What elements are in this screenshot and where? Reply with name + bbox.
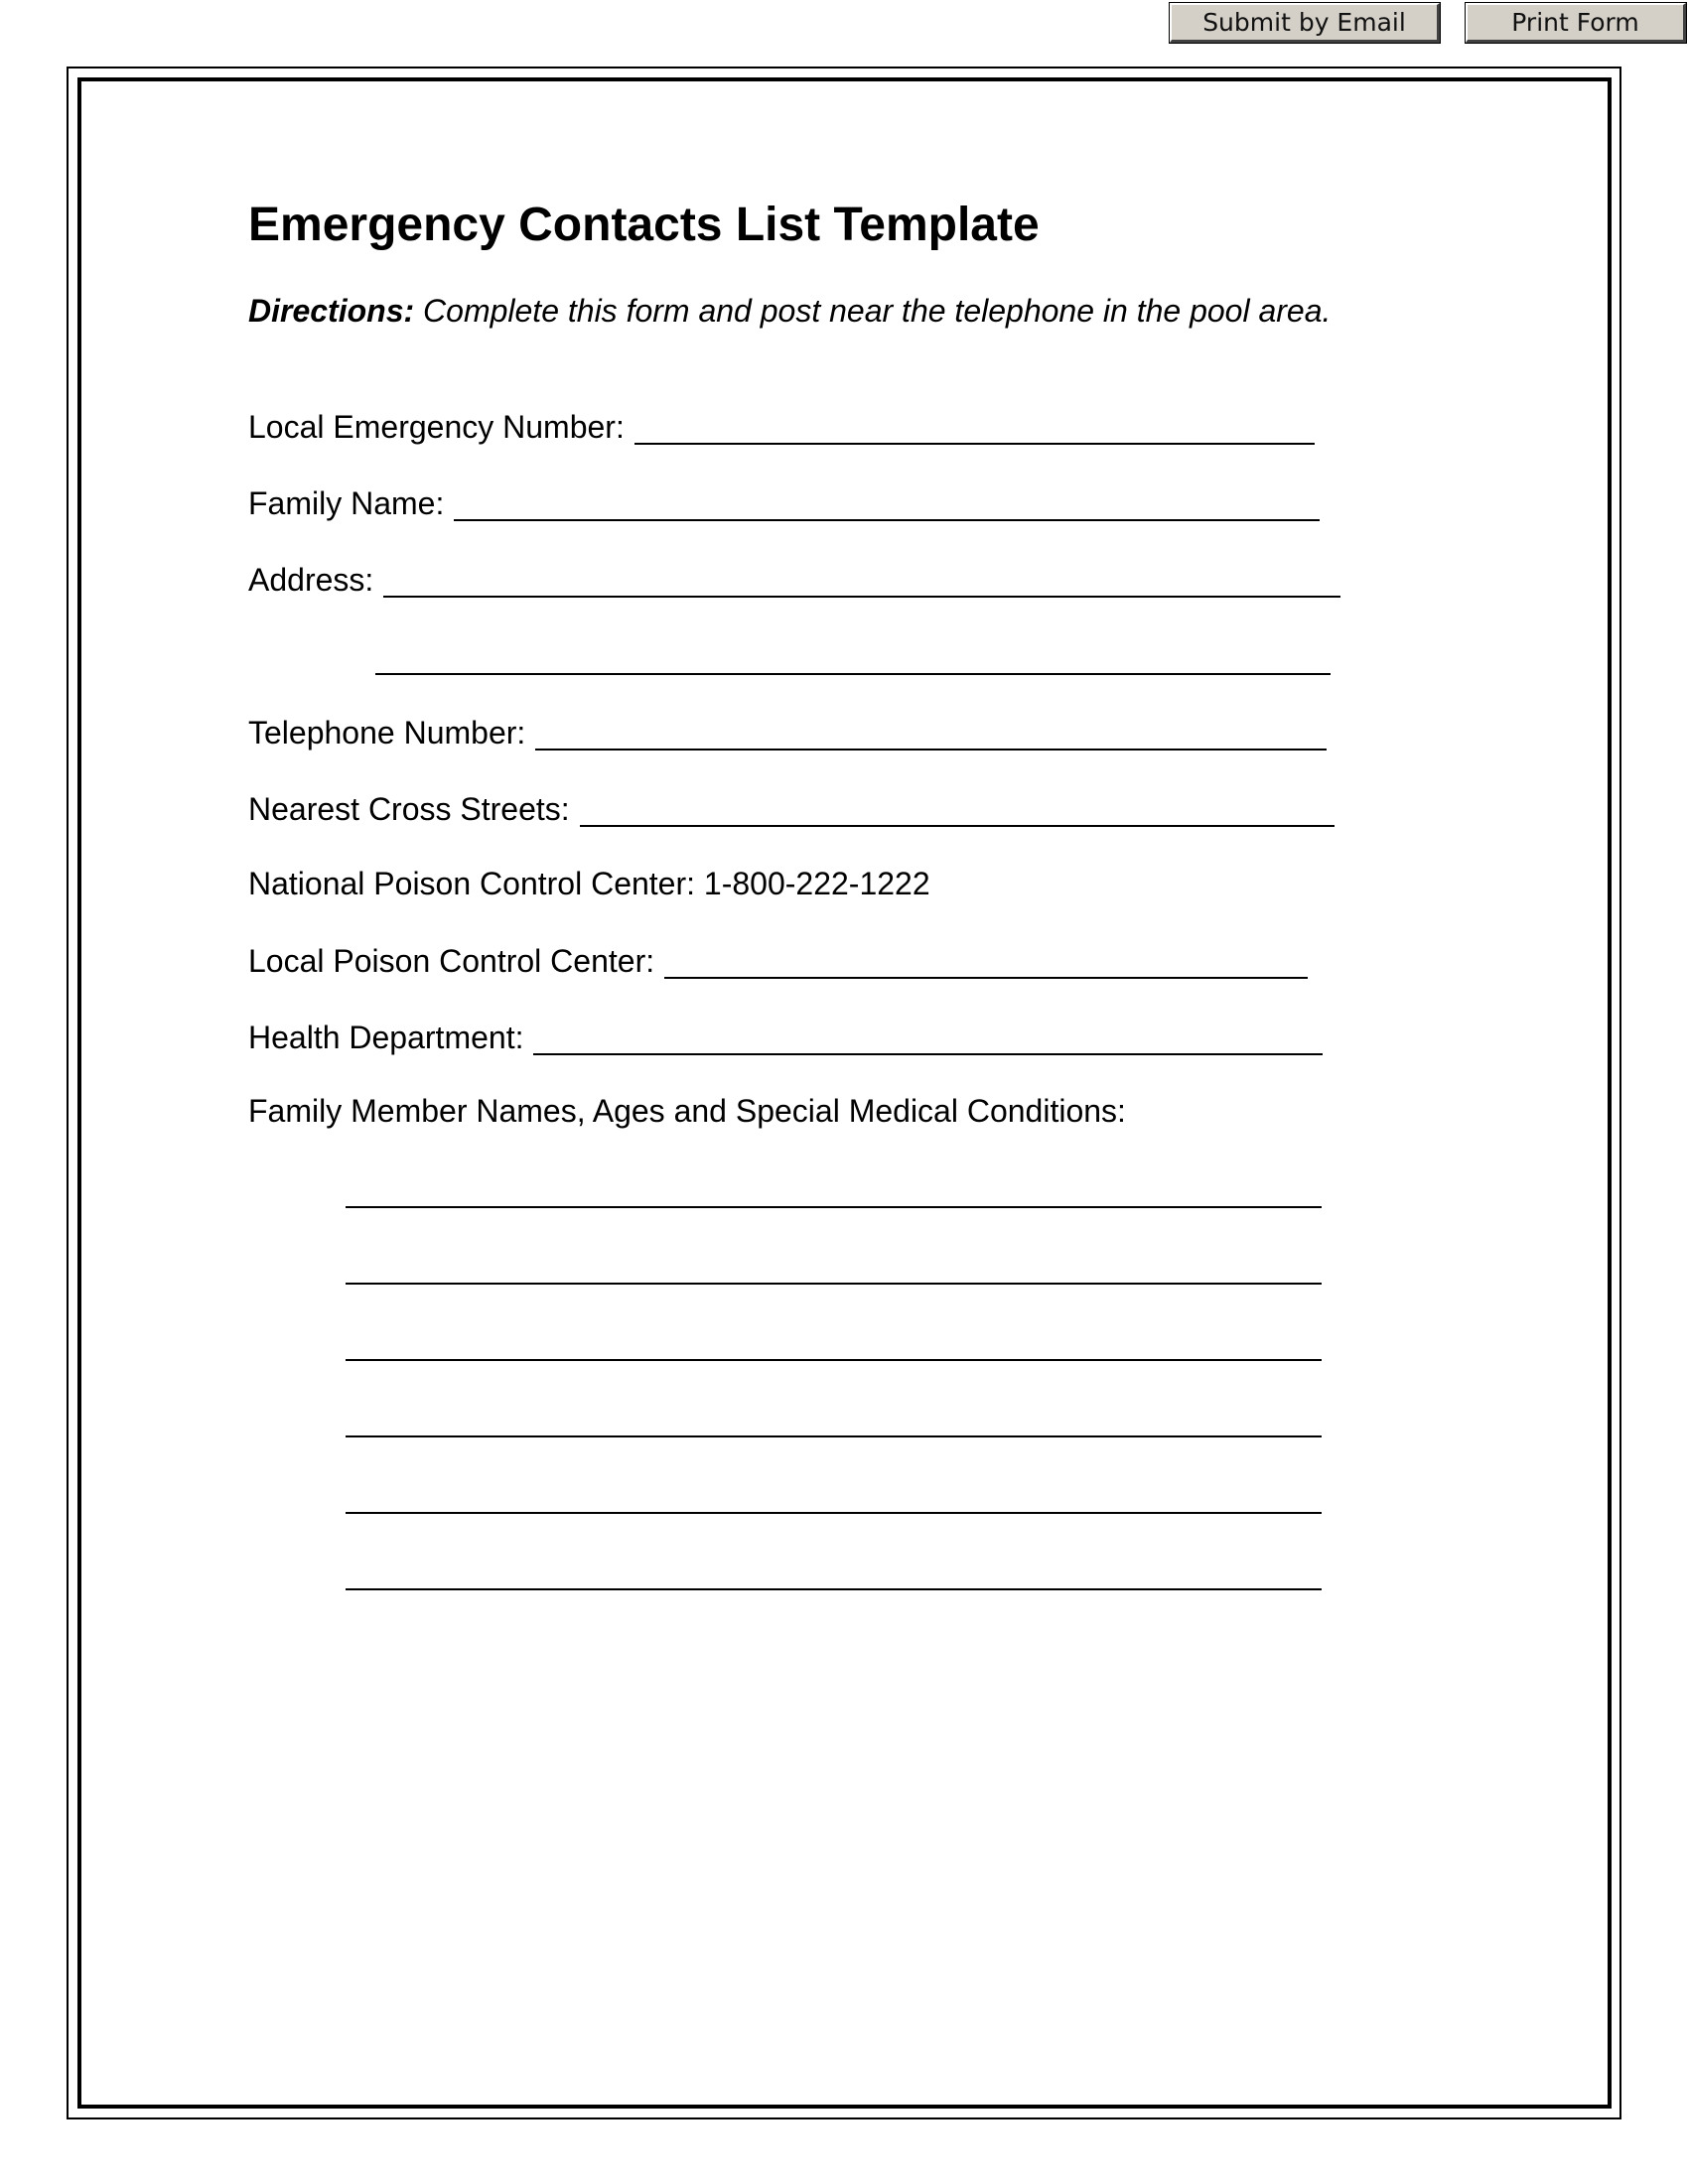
family-member-line-2[interactable] (346, 1281, 1322, 1285)
local-emergency-number-field[interactable] (634, 415, 1315, 445)
submit-by-email-button[interactable]: Submit by Email (1170, 3, 1440, 43)
local-emergency-number-label: Local Emergency Number: (248, 409, 625, 445)
local-poison-control-field[interactable] (664, 949, 1308, 979)
nearest-cross-streets-field[interactable] (580, 797, 1335, 827)
national-poison-control-text: National Poison Control Center: 1-800-222-1222 (248, 866, 930, 901)
nearest-cross-streets-row (248, 787, 1335, 827)
family-member-line-5[interactable] (346, 1510, 1322, 1514)
family-member-line-6[interactable] (346, 1586, 1322, 1590)
directions (248, 293, 1331, 330)
print-form-button[interactable]: Print Form (1466, 3, 1686, 43)
address-field-line-1[interactable] (383, 568, 1340, 598)
directions-lead: Directions: (248, 293, 415, 329)
health-department-label: Health Department: (248, 1020, 524, 1055)
form-title: Emergency Contacts List Template (248, 199, 1040, 251)
family-members-label: Family Member Names, Ages and Special Medical Conditions: (248, 1093, 1126, 1129)
telephone-number-field[interactable] (535, 721, 1327, 751)
local-emergency-number-row (248, 405, 1315, 445)
health-department-field[interactable] (533, 1025, 1323, 1055)
family-member-line-1[interactable] (346, 1204, 1322, 1208)
address-label: Address: (248, 562, 374, 598)
family-name-field[interactable] (454, 491, 1320, 521)
address-row (248, 558, 1340, 598)
family-member-line-3[interactable] (346, 1357, 1322, 1361)
telephone-number-label: Telephone Number: (248, 715, 526, 751)
family-member-line-4[interactable] (346, 1433, 1322, 1437)
family-name-label: Family Name: (248, 485, 445, 521)
address-field-line-2[interactable] (375, 671, 1331, 675)
family-name-row (248, 481, 1320, 521)
local-poison-control-row (248, 939, 1308, 979)
local-poison-control-label: Local Poison Control Center: (248, 943, 655, 979)
directions-text: Complete this form and post near the telephone in the pool area. (414, 293, 1332, 329)
telephone-number-row (248, 711, 1327, 751)
health-department-row (248, 1016, 1323, 1055)
nearest-cross-streets-label: Nearest Cross Streets: (248, 791, 570, 827)
